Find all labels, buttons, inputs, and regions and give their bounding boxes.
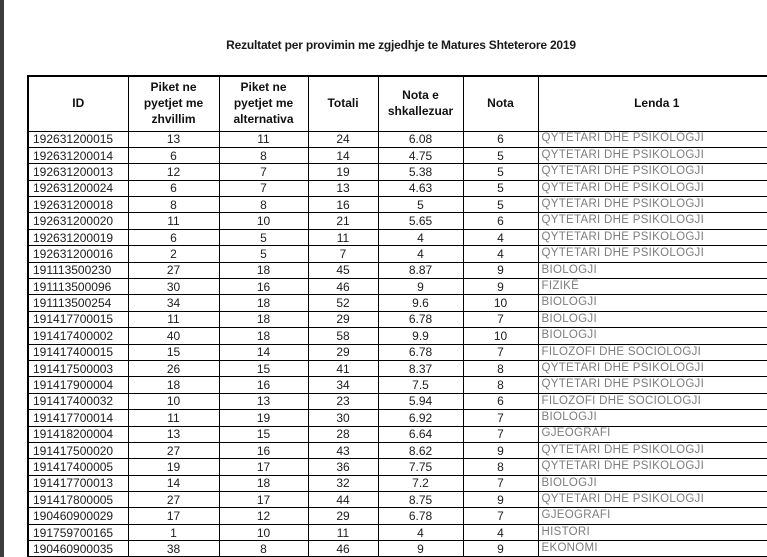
cell-nota-shkallezuar: 6.78 (378, 508, 463, 524)
cell-piket-alternativa: 7 (219, 164, 308, 180)
cell-piket-alternativa: 10 (219, 524, 308, 540)
cell-totali: 34 (308, 377, 378, 393)
table-row (28, 279, 767, 295)
cell-nota: 5 (463, 180, 538, 196)
cell-id: 191417900004 (28, 377, 128, 393)
column-header-nota: Nota (463, 76, 538, 131)
results-table-header (28, 76, 767, 131)
cell-piket-zhvillim: 17 (128, 508, 219, 524)
cell-id: 190460900029 (28, 508, 128, 524)
table-row (28, 311, 767, 327)
cell-nota: 8 (463, 377, 538, 393)
header-row (28, 76, 767, 131)
cell-totali: 41 (308, 360, 378, 376)
table-row (28, 229, 767, 245)
cell-lenda-1: FILOZOFI DHE SOCIOLOGJI (538, 393, 767, 409)
cell-piket-zhvillim: 27 (128, 492, 219, 508)
cell-piket-zhvillim: 26 (128, 360, 219, 376)
cell-id: 191417700014 (28, 410, 128, 426)
cell-id: 192631200024 (28, 180, 128, 196)
cell-piket-zhvillim: 27 (128, 262, 219, 278)
cell-totali: 44 (308, 492, 378, 508)
cell-nota-shkallezuar: 4 (378, 246, 463, 262)
cell-lenda-1: QYTETARI DHE PSIKOLOGJI (538, 213, 767, 229)
cell-lenda-1: QYTETARI DHE PSIKOLOGJI (538, 459, 767, 475)
table-row (28, 393, 767, 409)
table-row (28, 459, 767, 475)
cell-piket-zhvillim: 13 (128, 131, 219, 147)
cell-nota-shkallezuar: 6.78 (378, 344, 463, 360)
cell-lenda-1: FIZIKË (538, 279, 767, 295)
table-row (28, 377, 767, 393)
cell-piket-zhvillim: 6 (128, 229, 219, 245)
cell-nota-shkallezuar: 4 (378, 524, 463, 540)
table-row (28, 541, 767, 557)
cell-lenda-1: QYTETARI DHE PSIKOLOGJI (538, 147, 767, 163)
cell-nota-shkallezuar: 6.08 (378, 131, 463, 147)
column-header-piket-alternativa: Piket ne pyetjet me alternativa (219, 76, 308, 131)
cell-id: 192631200015 (28, 131, 128, 147)
cell-nota-shkallezuar: 7.2 (378, 475, 463, 491)
cell-piket-alternativa: 11 (219, 131, 308, 147)
cell-lenda-1: QYTETARI DHE PSIKOLOGJI (538, 246, 767, 262)
cell-piket-alternativa: 18 (219, 475, 308, 491)
cell-nota: 6 (463, 393, 538, 409)
cell-nota-shkallezuar: 9.6 (378, 295, 463, 311)
cell-lenda-1: BIOLOGJI (538, 475, 767, 491)
cell-piket-alternativa: 7 (219, 180, 308, 196)
cell-nota-shkallezuar: 8.37 (378, 360, 463, 376)
cell-piket-alternativa: 19 (219, 410, 308, 426)
cell-nota-shkallezuar: 4 (378, 229, 463, 245)
cell-piket-zhvillim: 12 (128, 164, 219, 180)
table-row (28, 262, 767, 278)
cell-nota-shkallezuar: 8.62 (378, 442, 463, 458)
cell-nota-shkallezuar: 5.94 (378, 393, 463, 409)
cell-id: 192631200013 (28, 164, 128, 180)
cell-lenda-1: GJEOGRAFI (538, 426, 767, 442)
cell-nota-shkallezuar: 9 (378, 279, 463, 295)
cell-lenda-1: BIOLOGJI (538, 328, 767, 344)
cell-nota: 7 (463, 344, 538, 360)
cell-totali: 58 (308, 328, 378, 344)
cell-piket-zhvillim: 6 (128, 180, 219, 196)
cell-totali: 43 (308, 442, 378, 458)
cell-piket-alternativa: 15 (219, 426, 308, 442)
cell-id: 192631200020 (28, 213, 128, 229)
cell-totali: 23 (308, 393, 378, 409)
column-header-id: ID (28, 76, 128, 131)
cell-id: 190460900035 (28, 541, 128, 557)
cell-nota: 9 (463, 442, 538, 458)
column-header-totali: Totali (308, 76, 378, 131)
cell-nota: 9 (463, 541, 538, 557)
cell-nota-shkallezuar: 7.5 (378, 377, 463, 393)
cell-piket-zhvillim: 10 (128, 393, 219, 409)
cell-totali: 52 (308, 295, 378, 311)
cell-nota-shkallezuar: 5 (378, 197, 463, 213)
cell-nota-shkallezuar: 5.65 (378, 213, 463, 229)
cell-nota-shkallezuar: 6.92 (378, 410, 463, 426)
cell-piket-zhvillim: 15 (128, 344, 219, 360)
cell-piket-alternativa: 8 (219, 147, 308, 163)
cell-totali: 36 (308, 459, 378, 475)
table-row (28, 492, 767, 508)
cell-id: 191417500020 (28, 442, 128, 458)
cell-piket-zhvillim: 27 (128, 442, 219, 458)
table-row (28, 197, 767, 213)
cell-lenda-1: QYTETARI DHE PSIKOLOGJI (538, 180, 767, 196)
window-edge-bar (0, 0, 4, 557)
cell-totali: 16 (308, 197, 378, 213)
cell-lenda-1: BIOLOGJI (538, 311, 767, 327)
cell-totali: 7 (308, 246, 378, 262)
cell-piket-zhvillim: 8 (128, 197, 219, 213)
table-row (28, 410, 767, 426)
cell-id: 191417400005 (28, 459, 128, 475)
table-row (28, 295, 767, 311)
cell-piket-alternativa: 8 (219, 541, 308, 557)
cell-lenda-1: QYTETARI DHE PSIKOLOGJI (538, 229, 767, 245)
cell-lenda-1: QYTETARI DHE PSIKOLOGJI (538, 131, 767, 147)
cell-totali: 11 (308, 229, 378, 245)
cell-piket-alternativa: 17 (219, 492, 308, 508)
cell-nota: 9 (463, 492, 538, 508)
cell-nota: 7 (463, 410, 538, 426)
cell-piket-alternativa: 14 (219, 344, 308, 360)
cell-nota: 4 (463, 524, 538, 540)
cell-lenda-1: QYTETARI DHE PSIKOLOGJI (538, 492, 767, 508)
cell-nota: 7 (463, 311, 538, 327)
cell-id: 191417700015 (28, 311, 128, 327)
table-row (28, 180, 767, 196)
cell-piket-zhvillim: 40 (128, 328, 219, 344)
cell-piket-alternativa: 18 (219, 262, 308, 278)
cell-id: 191418200004 (28, 426, 128, 442)
cell-totali: 13 (308, 180, 378, 196)
table-row (28, 246, 767, 262)
cell-piket-zhvillim: 2 (128, 246, 219, 262)
cell-id: 192631200016 (28, 246, 128, 262)
cell-lenda-1: QYTETARI DHE PSIKOLOGJI (538, 442, 767, 458)
cell-id: 191417400015 (28, 344, 128, 360)
cell-nota: 10 (463, 328, 538, 344)
cell-nota-shkallezuar: 8.75 (378, 492, 463, 508)
cell-lenda-1: BIOLOGJI (538, 410, 767, 426)
cell-id: 191113500254 (28, 295, 128, 311)
cell-piket-alternativa: 16 (219, 442, 308, 458)
cell-piket-alternativa: 18 (219, 328, 308, 344)
cell-nota: 7 (463, 426, 538, 442)
cell-lenda-1: FILOZOFI DHE SOCIOLOGJI (538, 344, 767, 360)
cell-nota: 7 (463, 508, 538, 524)
cell-piket-zhvillim: 34 (128, 295, 219, 311)
cell-lenda-1: QYTETARI DHE PSIKOLOGJI (538, 377, 767, 393)
cell-lenda-1: BIOLOGJI (538, 262, 767, 278)
cell-piket-zhvillim: 38 (128, 541, 219, 557)
cell-totali: 21 (308, 213, 378, 229)
cell-piket-zhvillim: 30 (128, 279, 219, 295)
cell-id: 191113500096 (28, 279, 128, 295)
cell-nota-shkallezuar: 6.78 (378, 311, 463, 327)
cell-id: 192631200018 (28, 197, 128, 213)
cell-nota: 8 (463, 360, 538, 376)
cell-lenda-1: QYTETARI DHE PSIKOLOGJI (538, 360, 767, 376)
table-row (28, 147, 767, 163)
column-header-lenda-1: Lenda 1 (538, 76, 767, 131)
column-header-nota-shkallezuar: Nota e shkallezuar (378, 76, 463, 131)
cell-nota: 4 (463, 246, 538, 262)
cell-piket-zhvillim: 14 (128, 475, 219, 491)
cell-id: 191417700013 (28, 475, 128, 491)
cell-nota: 5 (463, 147, 538, 163)
cell-nota: 6 (463, 213, 538, 229)
cell-id: 192631200014 (28, 147, 128, 163)
table-row (28, 164, 767, 180)
cell-totali: 19 (308, 164, 378, 180)
cell-totali: 28 (308, 426, 378, 442)
cell-piket-alternativa: 8 (219, 197, 308, 213)
cell-totali: 29 (308, 311, 378, 327)
cell-totali: 24 (308, 131, 378, 147)
cell-nota-shkallezuar: 6.64 (378, 426, 463, 442)
cell-piket-zhvillim: 11 (128, 213, 219, 229)
table-row (28, 475, 767, 491)
cell-totali: 11 (308, 524, 378, 540)
cell-totali: 46 (308, 279, 378, 295)
cell-piket-alternativa: 5 (219, 229, 308, 245)
cell-piket-zhvillim: 18 (128, 377, 219, 393)
cell-piket-zhvillim: 13 (128, 426, 219, 442)
cell-piket-zhvillim: 1 (128, 524, 219, 540)
cell-nota-shkallezuar: 4.63 (378, 180, 463, 196)
cell-totali: 29 (308, 508, 378, 524)
cell-id: 191417400032 (28, 393, 128, 409)
cell-piket-zhvillim: 19 (128, 459, 219, 475)
results-table-body (28, 131, 767, 557)
cell-piket-alternativa: 13 (219, 393, 308, 409)
cell-nota: 4 (463, 229, 538, 245)
column-header-piket-zhvillim: Piket ne pyetjet me zhvillim (128, 76, 219, 131)
cell-nota: 10 (463, 295, 538, 311)
cell-piket-alternativa: 18 (219, 295, 308, 311)
cell-id: 191417800005 (28, 492, 128, 508)
cell-totali: 32 (308, 475, 378, 491)
table-row (28, 360, 767, 376)
cell-nota: 7 (463, 475, 538, 491)
cell-nota-shkallezuar: 8.87 (378, 262, 463, 278)
cell-nota: 9 (463, 279, 538, 295)
cell-id: 192631200019 (28, 229, 128, 245)
cell-piket-zhvillim: 11 (128, 311, 219, 327)
cell-lenda-1: EKONOMI (538, 541, 767, 557)
cell-nota-shkallezuar: 7.75 (378, 459, 463, 475)
cell-totali: 45 (308, 262, 378, 278)
table-row (28, 442, 767, 458)
cell-piket-alternativa: 17 (219, 459, 308, 475)
table-row (28, 131, 767, 147)
cell-nota-shkallezuar: 5.38 (378, 164, 463, 180)
table-row (28, 328, 767, 344)
cell-lenda-1: BIOLOGJI (538, 295, 767, 311)
cell-piket-alternativa: 16 (219, 279, 308, 295)
cell-piket-zhvillim: 6 (128, 147, 219, 163)
cell-nota: 5 (463, 164, 538, 180)
cell-piket-alternativa: 5 (219, 246, 308, 262)
cell-id: 191759700165 (28, 524, 128, 540)
cell-totali: 14 (308, 147, 378, 163)
table-row (28, 344, 767, 360)
cell-piket-zhvillim: 11 (128, 410, 219, 426)
table-row (28, 508, 767, 524)
cell-piket-alternativa: 12 (219, 508, 308, 524)
table-row (28, 426, 767, 442)
cell-lenda-1: HISTORI (538, 524, 767, 540)
cell-nota: 5 (463, 197, 538, 213)
cell-lenda-1: QYTETARI DHE PSIKOLOGJI (538, 164, 767, 180)
cell-nota: 8 (463, 459, 538, 475)
cell-nota-shkallezuar: 9.9 (378, 328, 463, 344)
cell-id: 191417400002 (28, 328, 128, 344)
results-table (27, 75, 767, 557)
cell-nota: 9 (463, 262, 538, 278)
cell-piket-alternativa: 16 (219, 377, 308, 393)
cell-piket-alternativa: 15 (219, 360, 308, 376)
cell-nota-shkallezuar: 4.75 (378, 147, 463, 163)
cell-lenda-1: QYTETARI DHE PSIKOLOGJI (538, 197, 767, 213)
table-row (28, 213, 767, 229)
cell-id: 191417500003 (28, 360, 128, 376)
cell-totali: 29 (308, 344, 378, 360)
cell-piket-alternativa: 18 (219, 311, 308, 327)
cell-totali: 46 (308, 541, 378, 557)
page-title: Rezultatet per provimin me zgjedhje te Matures Shteterore 2019 (226, 38, 576, 52)
cell-totali: 30 (308, 410, 378, 426)
cell-piket-alternativa: 10 (219, 213, 308, 229)
cell-lenda-1: GJEOGRAFI (538, 508, 767, 524)
cell-id: 191113500230 (28, 262, 128, 278)
cell-nota: 6 (463, 131, 538, 147)
table-row (28, 524, 767, 540)
cell-nota-shkallezuar: 9 (378, 541, 463, 557)
